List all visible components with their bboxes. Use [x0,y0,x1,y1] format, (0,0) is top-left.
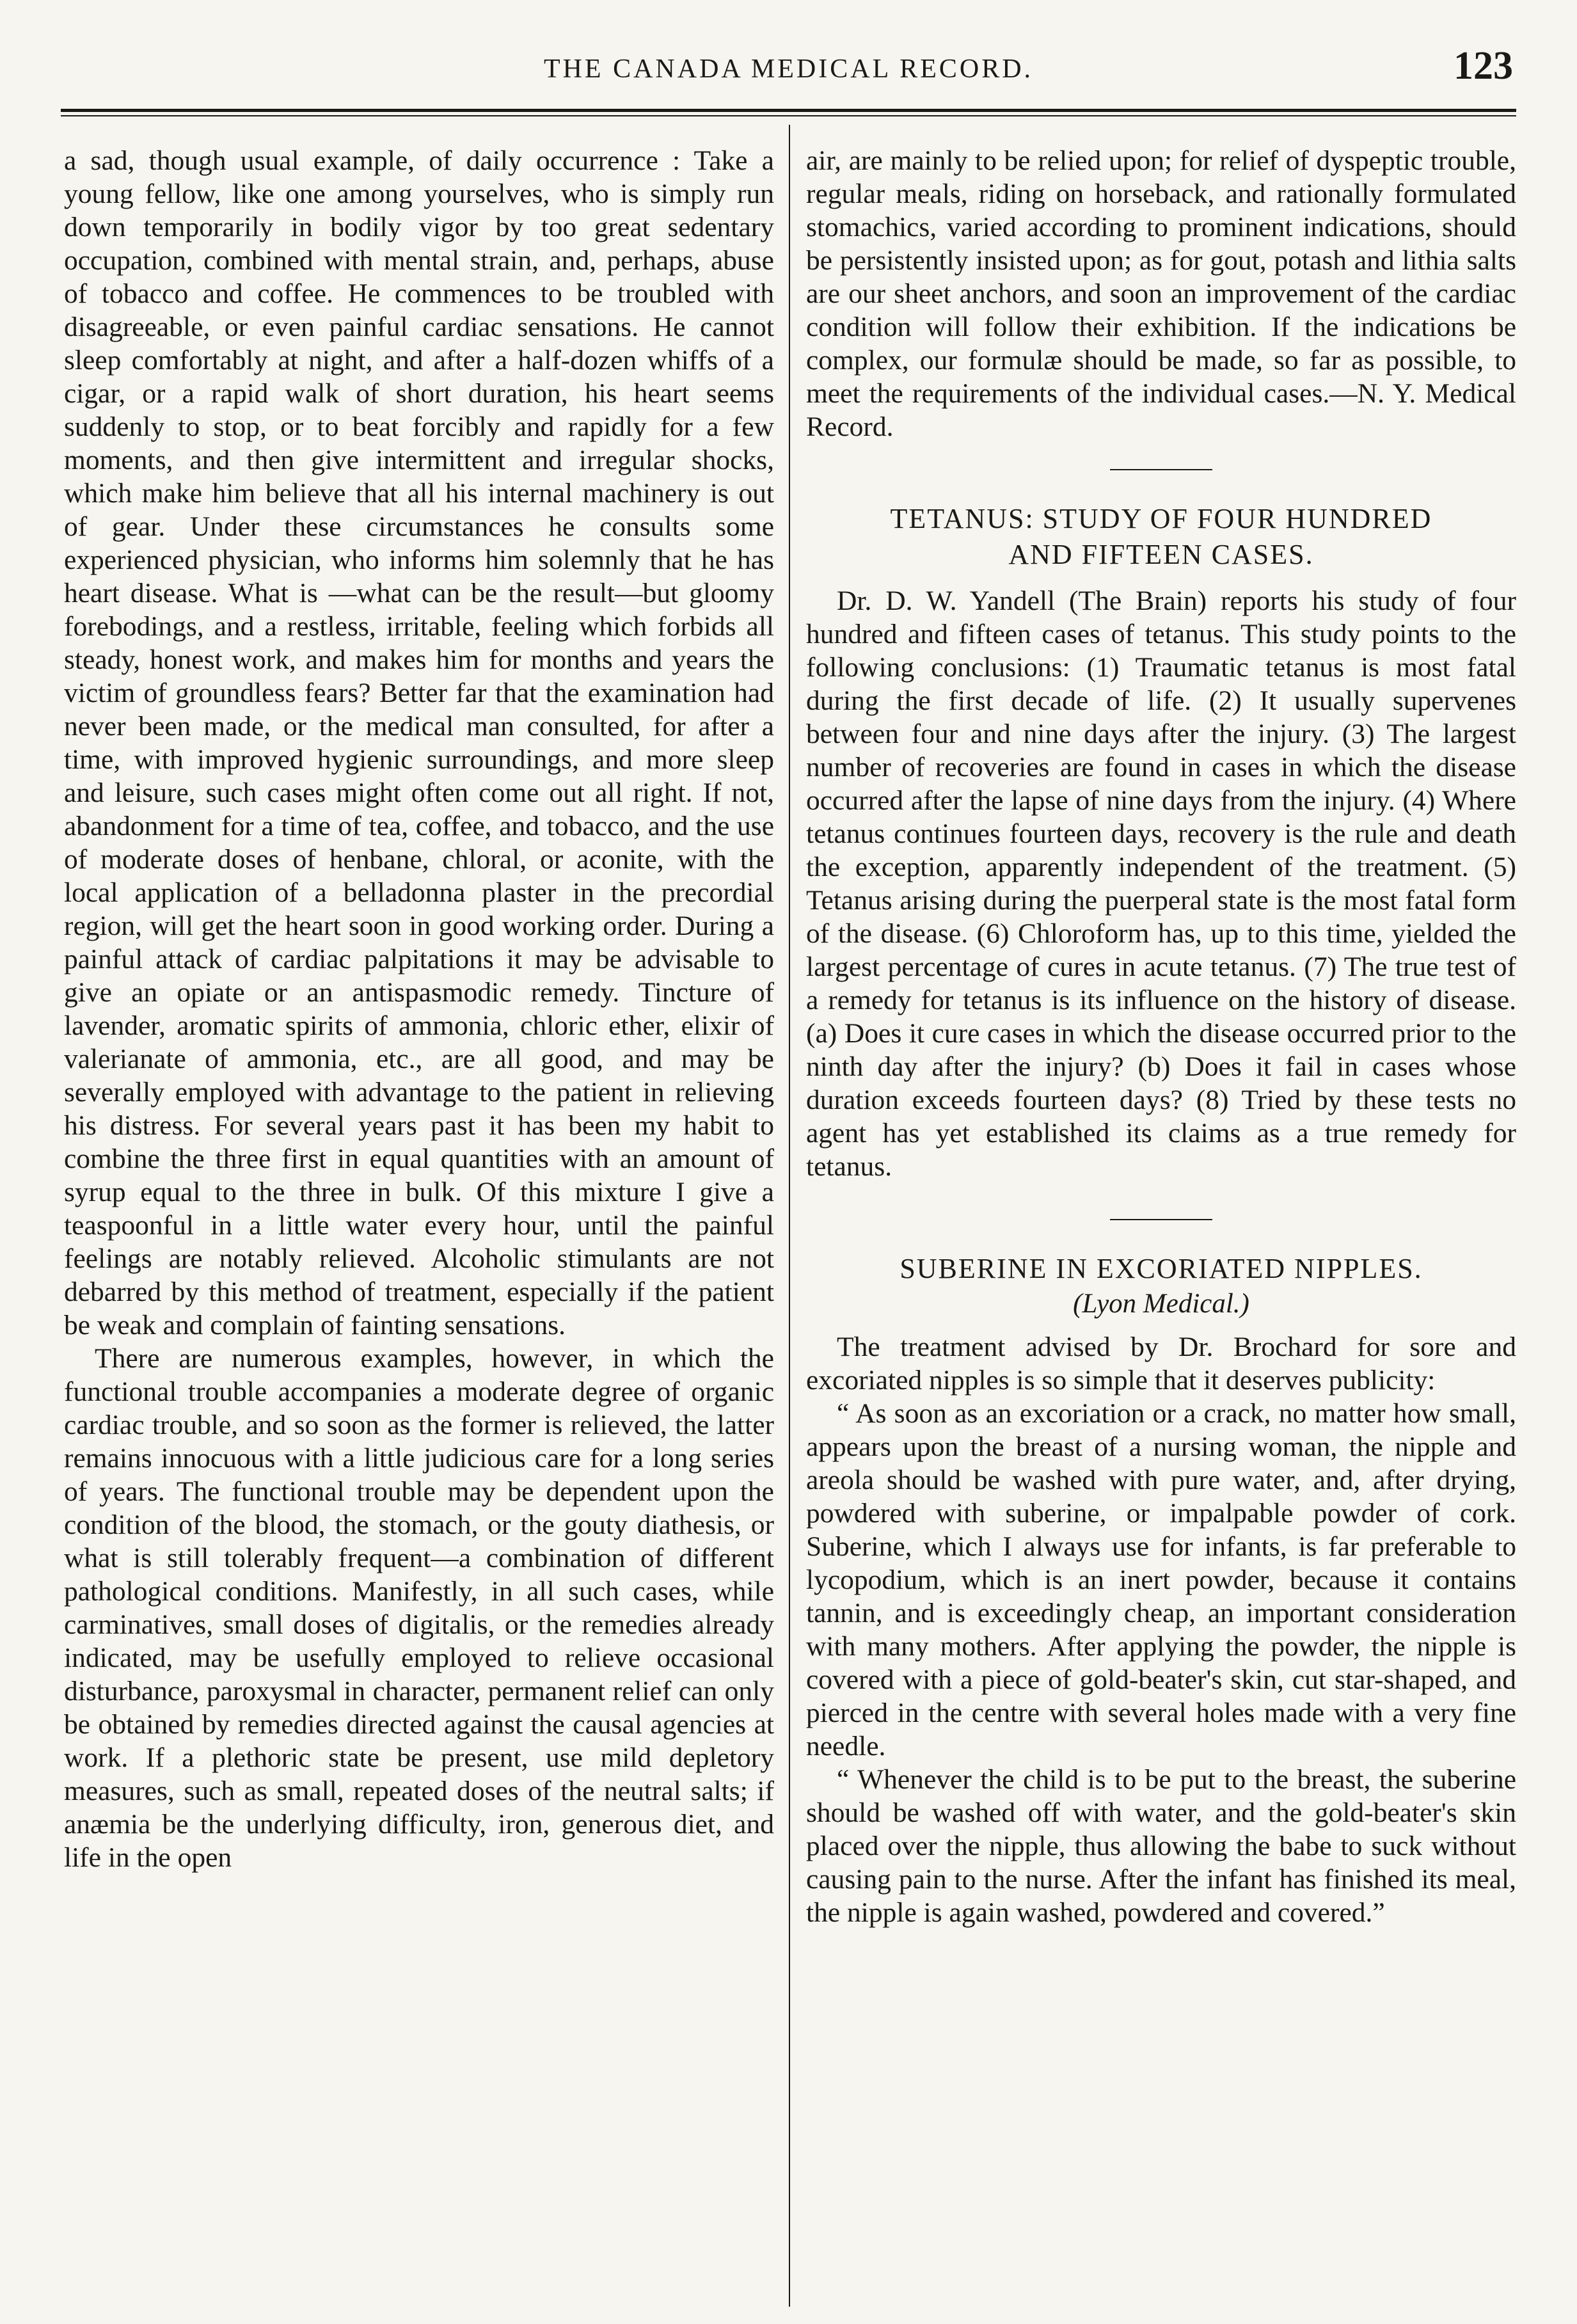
column-divider [789,125,790,2307]
page-header [64,40,1513,97]
tetanus-heading-line-1: TETANUS: STUDY OF FOUR HUNDRED [890,503,1432,534]
suberine-paragraph-3: “ Whenever the child is to be put to the breast, the suberine should be washed off with water, and the gold-beater's skin placed over the nipple, thus allowing the babe to suck without causing pain to the nurse. After the infant has finished its meal, the nipple is again washed, powdered and covered.” [806,1764,1516,1928]
section-divider [1110,469,1212,470]
tetanus-heading [806,501,1516,573]
suberine-heading: SUBERINE IN EXCORIATED NIPPLES. [899,1253,1423,1284]
left-paragraph-2: There are numerous examples, however, in which the functional trouble accompanies a moderate degree of organic cardiac trouble, and so soon as the former is relieved, the latter remains innocuous with a little judicious care for a long series of years. The functional trouble may be dependent upon the condition of the blood, the stomach, or the gouty diathesis, or what is still tolerably frequent—a combination of different pathological conditions. Manifestly, in all such cases, while carminatives, small doses of digitalis, or the remedies already indicated, may be usefully employed to relieve occasional disturbance, paroxysmal in character, permanent relief can only be obtained by remedies directed against the causal agencies at work. If a plethoric state be present, use mild depletory measures, such as small, repeated doses of the neutral salts; if anæmia be the underlying difficulty, iron, generous diet, and life in the open [64,1343,774,1873]
suberine-source: (Lyon Medical.) [1073,1289,1249,1319]
right-column [806,144,1516,1929]
header-rule-thin [61,115,1516,116]
tetanus-heading-line-2: AND FIFTEEN CASES. [1008,539,1314,570]
header-rule-thick [61,109,1516,112]
suberine-paragraph-1: The treatment advised by Dr. Brochard for sore and excoriated nipples is so simple that it deserves publicity: [806,1332,1516,1396]
running-title: THE CANADA MEDICAL RECORD. [543,54,1034,84]
suberine-paragraph-2: “ As soon as an excoriation or a crack, no matter how small, appears upon the breast of a nursing woman, the nipple and areola should be washed with pure water, and, after drying, powdered with suberine, or impalpable powder of cork. Suberine, which I always use for infants, is far preferable to lycopodium, which is an inert powder, because it contains tannin, and is exceedingly cheap, an important consideration with many mothers. After applying the powder, the nipple is covered with a piece of gold-beater's skin, cut star-shaped, and pierced in the centre with several holes made with a very fine needle. [806,1398,1516,1762]
page-number: 123 [1454,44,1513,88]
right-paragraph-continued: air, are mainly to be relied upon; for relief of dyspeptic trouble, regular meals, riding on horseback, and rationally formulated stomachics, varied according to prominent indications, should be persistently insisted upon; as for gout, potash and lithia salts are our sheet anchors, and soon an improvement of the cardiac condition will follow their exhibition. If the indications be complex, our formulæ should be made, so far as possible, to meet the requirements of the individual cases.—N. Y. Medical Record. [806,145,1516,442]
tetanus-paragraph: Dr. D. W. Yandell (The Brain) reports his study of four hundred and fifteen cases of tetanus. This study points to the following conclusions: (1) Traumatic tetanus is most fatal during the first decade of life. (2) It usually supervenes between four and nine days after the injury. (3) The largest number of recoveries are found in cases in which the disease occurred after the lapse of nine days from the injury. (4) Where tetanus continues fourteen days, recovery is the rule and death the exception, apparently independent of the treatment. (5) Tetanus arising during the puerperal state is the most fatal form of the disease. (6) Chloroform has, up to this time, yielded the largest percentage of cures in acute tetanus. (7) The true test of a remedy for tetanus is its influence on the history of disease. (a) Does it cure cases in which the disease occurred prior to the ninth day after the injury? (b) Does it fail in cases whose duration exceeds fourteen days? (8) Tried by these tests no agent has yet established its claims as a true remedy for tetanus. [806,585,1516,1182]
section-divider-2 [1110,1219,1212,1220]
left-column [64,144,774,1874]
left-paragraph-1: a sad, though usual example, of daily occurrence : Take a young fellow, like one among yourselves, who is simply run down temporarily in bodily vigor by too great sedentary occupation, combined with mental strain, and, perhaps, abuse of tobacco and coffee. He commences to be troubled with disagreeable, or even painful cardiac sensations. He cannot sleep comfortably at night, and after a half-dozen whiffs of a cigar, or a rapid walk of short duration, his heart seems suddenly to stop, or to beat forcibly and rapidly for a few moments, and then give intermittent and irregular shocks, which make him believe that all his internal machinery is out of gear. Under these circumstances he consults some experienced physician, who informs him solemnly that he has heart disease. What is —what can be the result—but gloomy forebodings, and a restless, irritable, feeling which forbids all steady, honest work, and makes him for months and years the victim of groundless fears? Better far that the examination had never been made, or the medical man consulted, for after a time, with improved hygienic surroundings, and more sleep and leisure, such cases might often come out all right. If not, abandonment for a time of tea, coffee, and tobacco, and the use of moderate doses of henbane, chloral, or aconite, with the local application of a belladonna plaster in the precordial region, will get the heart soon in good working order. During a painful attack of cardiac palpitations it may be advisable to give an opiate or an antispasmodic remedy. Tincture of lavender, aromatic spirits of ammonia, chloric ether, elixir of valerianate of ammonia, etc., are all good, and may be severally employed with advantage to the patient in relieving his distress. For several years past it has been my habit to combine the three first in equal quantities with an amount of syrup equal to the three in bulk. Of this mixture I give a teaspoonful in a little water every hour, until the painful feelings are notably relieved. Alcoholic stimulants are not debarred by this method of treatment, especially if the patient be weak and complain of fainting sensations. [64,145,774,1341]
